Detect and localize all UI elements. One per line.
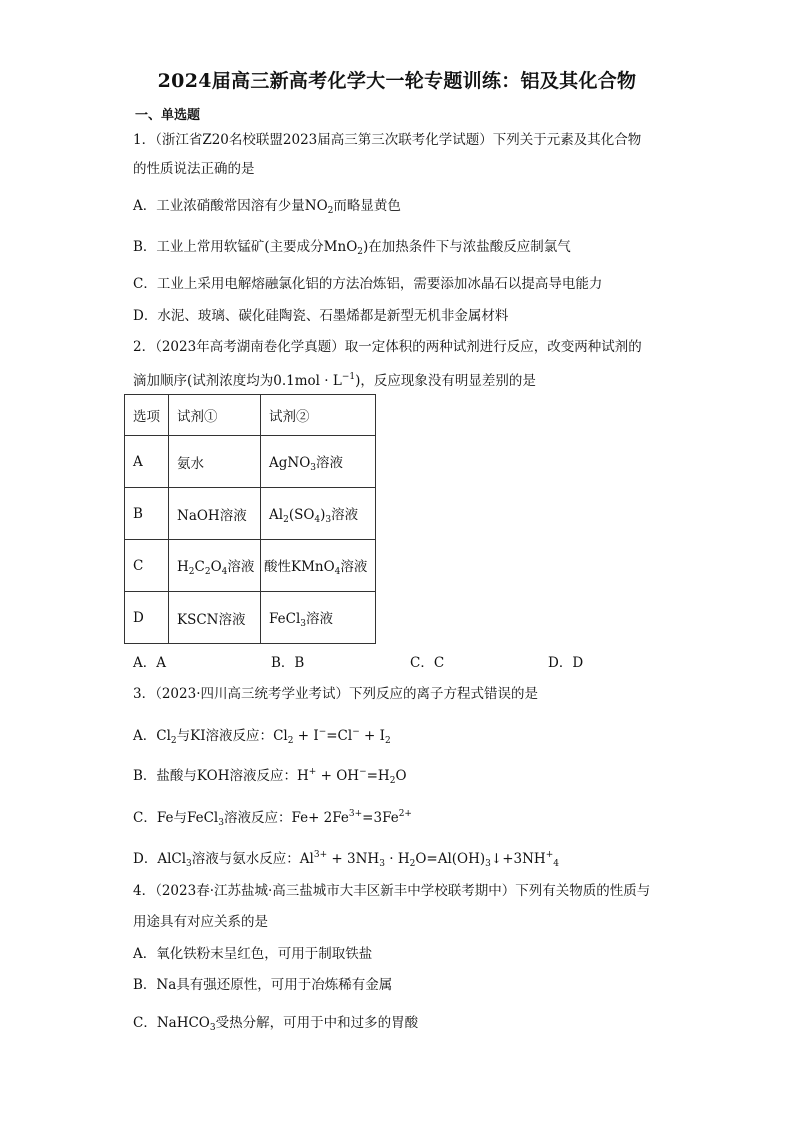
q1-stem-line1: 1．（浙江省Z20名校联盟2023届高三第三次联考化学试题）下列关于元素及其化合物 [133, 132, 642, 148]
table-cell: 试剂① [169, 395, 261, 436]
table-cell: FeCl$_3$溶液 [261, 592, 376, 644]
table-cell: 酸性KMnO$_4$溶液 [261, 540, 376, 592]
table-cell: $Al_2(SO_4)_3$溶液 [261, 488, 376, 540]
q1-option-b: B．工业上常用软锰矿(主要成分MnO$_2$)在加热条件下与浓盐酸反应制氯气 [133, 239, 571, 257]
table-row [125, 488, 376, 540]
table-cell: B [125, 488, 169, 540]
q1-option-d: D．水泥、玻璃、碳化硅陶瓷、石墨烯都是新型无机非金属材料 [133, 308, 509, 324]
q3-option-a: A．$Cl_2$与KI溶液反应：$Cl_2 + I^-=Cl^- + I_2$ [133, 727, 391, 746]
table-cell: $H_2C_2O_4$溶液 [169, 540, 261, 592]
q4-stem-line1: 4．（2023春·江苏盐城·高三盐城市大丰区新丰中学校联考期中）下列有关物质的性质与 [133, 883, 651, 899]
table-cell: NaOH溶液 [169, 488, 261, 540]
table-row [125, 592, 376, 644]
table-cell: D [125, 592, 169, 644]
q2-option-a: A．A [133, 655, 166, 671]
table-row [125, 540, 376, 592]
q1-option-a: A．工业浓硝酸常因溶有少量$NO_2$而略显黄色 [133, 198, 401, 216]
q3-stem: 3．（2023·四川高三统考学业考试）下列反应的离子方程式错误的是 [133, 686, 538, 702]
q2-option-c: C．C [410, 655, 445, 671]
table-header-row [125, 395, 376, 436]
q1-stem-line2: 的性质说法正确的是 [133, 161, 255, 177]
q3-option-c: C．Fe与FeCl$_3$溶液反应：$Fe+ 2Fe^{3+}=3Fe^{2+}$ [133, 809, 412, 828]
table-cell: A [125, 436, 169, 488]
table-cell: KSCN溶液 [169, 592, 261, 644]
table-cell: 试剂② [261, 395, 376, 436]
q3-option-d: D．AlCl$_3$溶液与氨水反应：$Al^{3+} + 3NH_3$ · $H_2O=Al(OH)_3↓+3NH^+_4$ [133, 850, 559, 869]
table-row [125, 436, 376, 488]
q4-option-a: A．氧化铁粉末呈红色，可用于制取铁盐 [133, 946, 373, 962]
table-cell: 选项 [125, 395, 169, 436]
q1-option-c: C．工业上采用电解熔融氯化铝的方法冶炼铝，需要添加冰晶石以提高导电能力 [133, 276, 603, 292]
q2-option-b: B．B [271, 655, 305, 671]
q3-option-b: B．盐酸与KOH溶液反应：$H^+ + OH^-=H_2O$ [133, 767, 407, 786]
section-heading: 一、单选题 [135, 108, 201, 123]
q2-option-d: D．D [548, 655, 584, 671]
q4-option-c: C．NaHCO$_3$受热分解，可用于中和过多的胃酸 [133, 1015, 419, 1033]
page-title: 2024届高三新高考化学大一轮专题训练：铝及其化合物 [157, 70, 637, 92]
q2-stem-line2: 滴加顺序(试剂浓度均为$0.1mol \cdot L^{-1}$)，反应现象没有明显差别的是 [133, 372, 536, 389]
q2-table [124, 394, 376, 644]
q2-stem-line1: 2．（2023年高考湖南卷化学真题）取一定体积的两种试剂进行反应，改变两种试剂的 [133, 339, 642, 355]
table-cell: AgNO$_3$溶液 [261, 436, 376, 488]
q4-option-b: B．Na具有强还原性，可用于冶炼稀有金属 [133, 977, 393, 993]
table-cell: C [125, 540, 169, 592]
table-cell: 氨水 [169, 436, 261, 488]
q4-stem-line2: 用途具有对应关系的是 [133, 914, 268, 930]
